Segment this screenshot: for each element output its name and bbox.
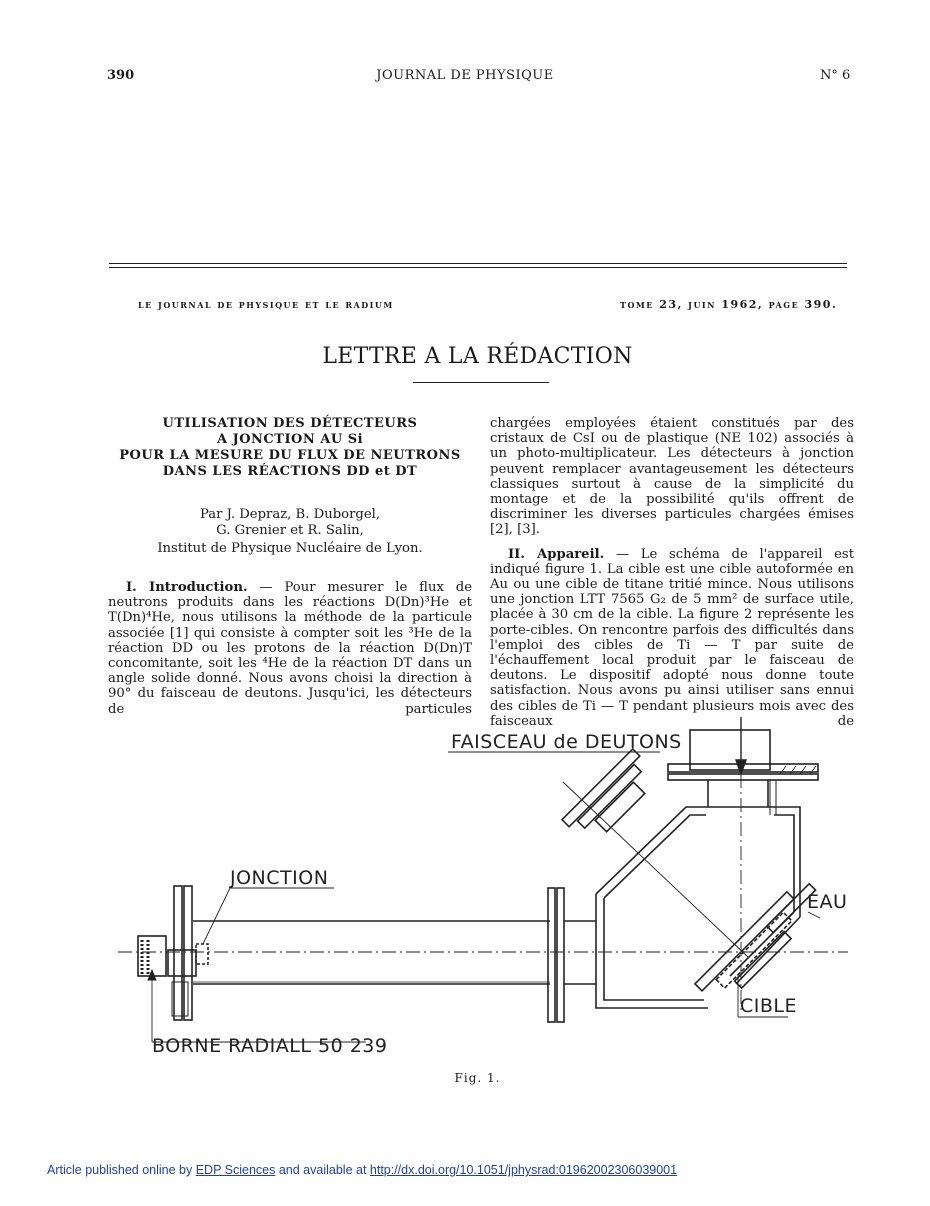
footer-prefix: Article published online by [47,1163,196,1177]
apparatus-heading: II. Appareil. [508,546,605,562]
doi-link[interactable]: http://dx.doi.org/10.1051/jphysrad:01962002306039001 [369,1163,678,1177]
header-rule-top [109,263,847,264]
publication-footer [47,1163,677,1177]
apparatus-diagram [108,712,858,1062]
affiliation: Institut de Physique Nucléaire de Lyon. [157,541,423,556]
header-rule-bottom [109,267,847,268]
footer-middle: and available at [275,1163,370,1177]
beam-label: FAISCEAU de DEUTONS [451,731,682,753]
water-label: EAU [807,891,848,913]
running-journal-title: JOURNAL DE PHYSIQUE [376,68,554,83]
masthead-journal: le journal de physique et le radium [138,298,394,311]
section-title: LETTRE A LA RÉDACTION [322,344,633,369]
apparatus-text: — Le schéma de l'appareil est indiqué figure 1. La cible est une cible autoformée en Au ou une cible de titane tritié mince. Nous utilisons une jonction LTT 7565 G₂ de 5 mm² de surface utile, placée à 30 cm de la cible. La figure 2 représente les porte-cibles. On rencontre parfois des difficultés dans l'emploi des cibles de Ti — T par suite de l'échauffement local produit par le faisceau de deutons. Le dispositif adopté nous donne toute satisfaction. Nous avons pu ainsi utiliser sans ennui des cibles de Ti — T pendant plusieurs mois avec des faisceaux de [490,546,854,729]
article-title [108,416,472,480]
issue-number: N° 6 [820,68,851,83]
intro-heading: I. Introduction. [126,580,248,595]
article-title-line: UTILISATION DES DÉTECTEURS [162,416,418,431]
apparatus-paragraph [490,547,854,729]
publisher-link[interactable]: EDP Sciences [195,1163,276,1177]
article-title-line: DANS LES RÉACTIONS DD et DT [162,464,418,479]
left-column [108,580,472,717]
authors-line: Par J. Depraz, B. Duborgel, [199,507,381,522]
right-column [490,416,854,729]
article-title-line: POUR LA MESURE DU FLUX DE NEUTRONS [119,448,461,463]
continuation-paragraph: chargées employées étaient constitués par des cristaux de CsI ou de plastique (NE 102) associés à un photo-multiplicateur. Les détecteurs à jonction peuvent remplacer avantageusement les détecteurs classiques surtout à cause de la simplicité du montage et de la possibilité qu'ils offrent de discriminer les diverses particules chargées émises [2], [3]. [490,416,854,538]
authors-line: G. Grenier et R. Salin, [216,522,364,538]
title-underline [413,382,549,383]
connector-label: BORNE RADIALL 50 239 [152,1035,388,1057]
junction-label: JONCTION [230,867,329,889]
authors [108,507,472,538]
page-number: 390 [107,68,135,83]
intro-text: — Pour mesurer le flux de neutrons produits dans les réactions D(Dn)³He et T(Dn)⁴He, nous utilisons la méthode de la particule associée [1] qui consiste à compter soit les ³He de la réaction DD ou les protons de la réaction D(Dn)T concomitante, soit les ⁴He de la réaction DT dans un angle solide donné. Nous avons choisi la direction à 90° du faisceau de deutons. Jusqu'ici, les détecteurs de particules [108,580,472,717]
intro-paragraph [108,580,472,717]
figure-caption: Fig. 1. [454,1071,501,1085]
article-title-line: A JONCTION AU Si [216,432,364,447]
target-label: CIBLE [740,995,797,1017]
masthead-volume: tome 23, juin 1962, page 390. [620,298,838,311]
